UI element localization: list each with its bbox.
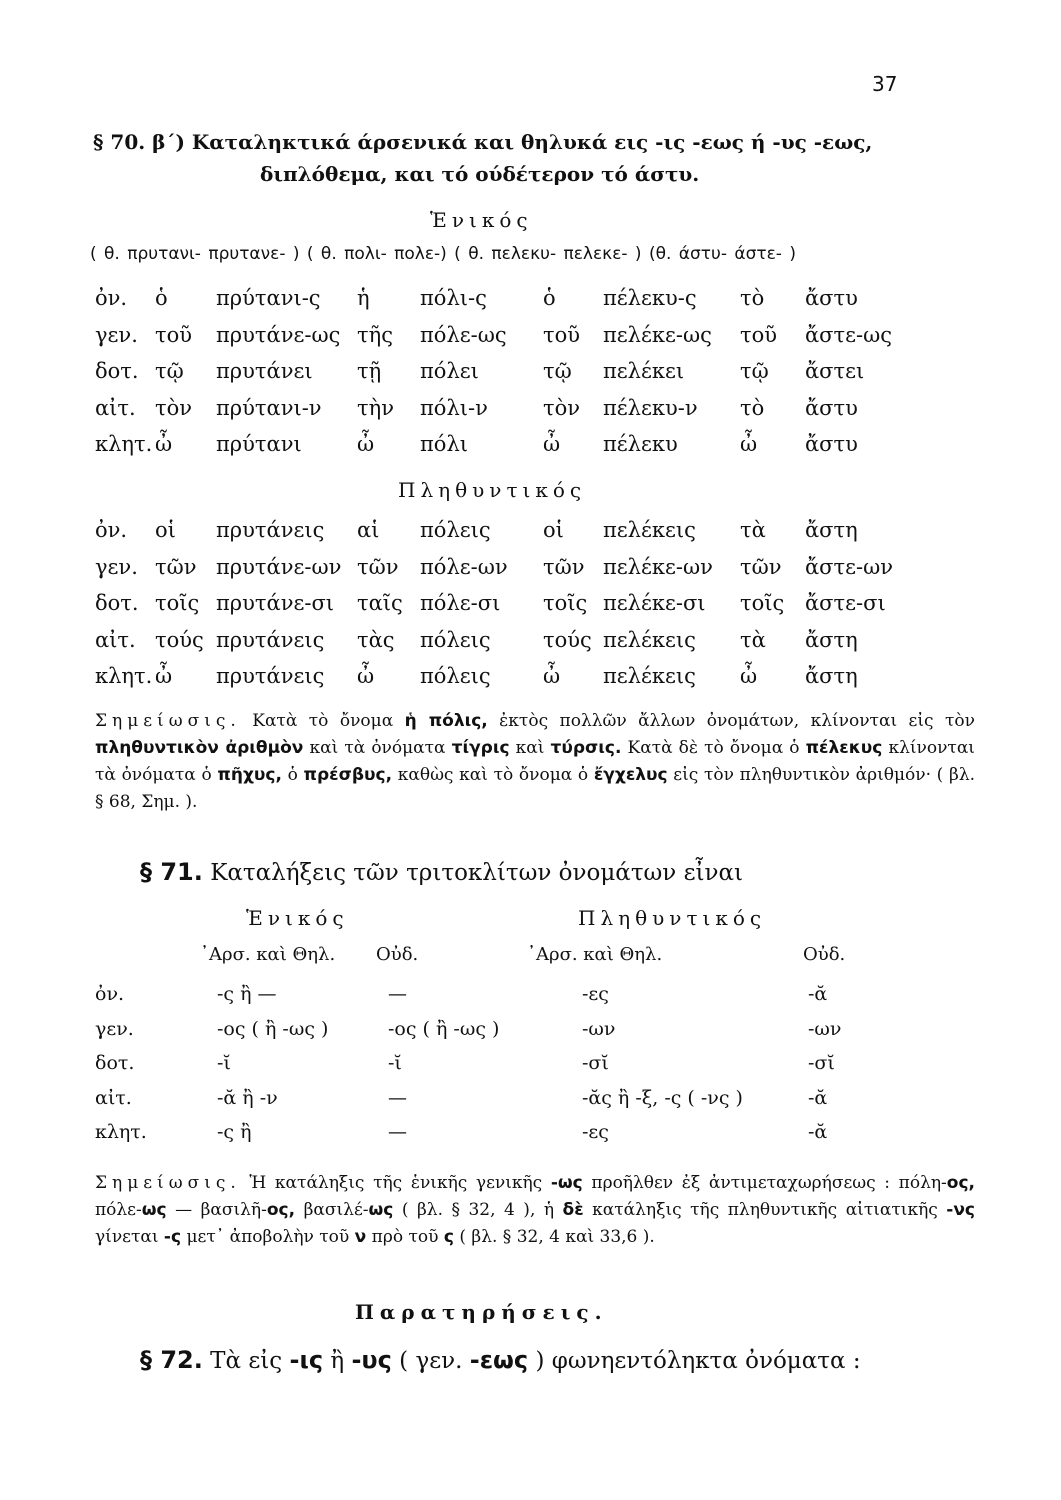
section-72-heading: § 72. Τὰ εἰς -ις ἢ -υς ( γεν. -εως ) φωνηεντόληκτα ὀνόματα : [140, 1346, 861, 1374]
singular-cell: ἄστε-ως [805, 322, 892, 347]
plural-cell: αἰτ. [95, 627, 136, 652]
plural-cell: τοῖς [155, 591, 200, 615]
singular-cell: πέλεκυ-ς [603, 286, 697, 310]
ending-cell: -ων [808, 1017, 842, 1040]
plural-cell: ἄστε-σι [805, 591, 886, 615]
section-70-heading: § 70. β΄) Καταληκτικά άρσενικά και θηλυκά εις -ις -εως ή -υς -εως, [93, 130, 873, 154]
plural-cell: ὦ [740, 664, 758, 688]
section-71-heading [140, 858, 743, 886]
plural-cell: πελέκεις [603, 518, 696, 542]
note-1: Σημείωσις. Κατὰ τὸ ὄνομα ἡ πόλις, ἐκτὸς πολλῶν ἄλλων ὀνομάτων, κλίνονται εἰς τὸν πληθυντικὸν ἀριθμὸν καὶ τὰ ὀνόματα τίγρις καὶ τύρσις. Κατὰ δὲ τὸ ὄνομα ὁ πέλεκυς κλίνονται τὰ ὀνόματα ὁ πῆχυς, ὁ πρέσβυς, καθὼς καὶ τὸ ὄνομα ὁ ἔγχελυς εἰς τὸν πληθυντικὸν ἀριθμόν· ( βλ. § 68, Σημ. ). [95, 711, 976, 812]
plural-cell: τῶν [740, 554, 782, 579]
note-label: Σημείωσις. [95, 711, 241, 731]
ending-cell: δοτ. [95, 1052, 135, 1074]
singular-cell: ἄστυ [805, 395, 858, 420]
plural-cell: τούς [155, 627, 204, 652]
singular-cell: τὸ [740, 395, 765, 420]
ending-cell: -ς ἢ [217, 1121, 252, 1143]
plural-cell: πρυτάνεις [216, 664, 325, 688]
plural-cell: τὰ [740, 627, 766, 652]
section-number: § 71. [140, 858, 203, 886]
singular-cell: πελέκε-ως [603, 322, 712, 347]
ending-cell: κλητ. [95, 1121, 147, 1143]
ending-cell: αἰτ. [95, 1086, 132, 1109]
singular-cell: πόλε-ως [420, 322, 507, 347]
singular-cell: ὁ [543, 286, 556, 310]
singular-cell: πόλι [420, 432, 468, 456]
singular-cell: ἡ [357, 286, 370, 310]
ending-cell: -ες [582, 983, 609, 1005]
singular-cell: πρύτανι-ς [216, 286, 321, 310]
singular-cell: τῇ [357, 359, 382, 383]
plural-cell: πρυτάνε-σι [216, 591, 335, 615]
plural-cell: πρυτάνεις [216, 518, 325, 542]
singular-cell: τοῦ [155, 322, 193, 347]
plural-cell: τῶν [357, 554, 399, 579]
plural-cell: πόλεις [420, 627, 491, 652]
plural-cell: κλητ. [95, 664, 153, 688]
plural-cell: αἱ [357, 518, 380, 542]
plural-cell: τῶν [543, 554, 585, 579]
plural-cell: τοῖς [543, 591, 588, 615]
ending-cell: -σῐ [582, 1052, 609, 1074]
plural-cell: ἄστη [805, 664, 858, 688]
section-title: Καταλήξεις τῶν τριτοκλίτων ὀνομάτων εἶναι [210, 860, 744, 886]
ending-cell: — [388, 1121, 407, 1143]
plural-cell: ἄστε-ων [805, 554, 893, 579]
plural-cell: ὦ [543, 664, 561, 688]
col-neut-plur: Οὐδ. [803, 944, 846, 965]
plural-cell: πελέκεις [603, 664, 696, 688]
singular-cell: ὦ [740, 432, 758, 456]
plural-cell: οἱ [543, 518, 564, 542]
singular-cell: πόλει [420, 359, 479, 383]
singular-cell: τοῦ [740, 322, 778, 347]
singular-cell: κλητ. [95, 432, 153, 456]
col-masc-fem-sing: ᾿Αρσ. καὶ Θηλ. [200, 944, 336, 965]
ending-cell: -ες [582, 1121, 609, 1143]
singular-cell: τὸν [543, 395, 581, 420]
section-70-subheading: διπλόθεμα, και τό ούδέτερον τό άστυ. [260, 162, 700, 186]
plural-cell: ἄστη [805, 518, 858, 542]
singular-cell: αἰτ. [95, 395, 136, 420]
ending-cell: -ᾰ [808, 983, 828, 1005]
note-label: Σημείωσις. [95, 1173, 241, 1193]
singular-cell: τῷ [543, 359, 572, 383]
endings-plural-heading: Πληθυντικός [578, 906, 767, 930]
singular-cell: ὁ [155, 286, 168, 310]
ending-cell: -ων [582, 1017, 616, 1040]
singular-cell: πέλεκυ [603, 432, 678, 456]
singular-cell: γεν. [95, 322, 138, 347]
stems-line: ( θ. πρυτανι- πρυτανε- ) ( θ. πολι- πολε-) ( θ. πελεκυ- πελεκε- ) (θ. άστυ- άστε- ) [90, 244, 796, 264]
section-number: § 72. [140, 1346, 203, 1374]
singular-cell: ὦ [357, 432, 375, 456]
ending-cell: — [388, 983, 407, 1005]
singular-cell: πελέκει [603, 359, 685, 383]
ending-cell: -ᾰ [808, 1086, 828, 1109]
plural-cell: πρυτάνε-ων [216, 554, 342, 579]
singular-cell: πρυτάνε-ως [216, 322, 341, 347]
col-neut-sing: Οὐδ. [376, 944, 419, 965]
singular-cell: πέλεκυ-ν [603, 395, 698, 420]
plural-cell: πόλε-ων [420, 554, 508, 579]
ending-cell: -ῐ [217, 1052, 231, 1074]
singular-cell: τῆς [357, 322, 393, 347]
singular-cell: πρύτανι-ν [216, 395, 322, 420]
singular-cell: τὴν [357, 395, 394, 420]
plural-cell: τὰ [740, 518, 766, 542]
ending-cell: -ᾰ [808, 1121, 828, 1143]
plural-cell: πρυτάνεις [216, 627, 325, 652]
plural-cell: πελέκε-ων [603, 554, 713, 579]
singular-cell: ἄστυ [805, 286, 858, 310]
ending-cell: -ος ( ἢ -ως ) [388, 1017, 500, 1040]
singular-heading: Ἑνικός [430, 208, 533, 232]
plural-cell: πόλε-σι [420, 591, 501, 615]
singular-cell: πόλι-ς [420, 286, 487, 310]
ending-cell: -ς ἢ — [217, 983, 277, 1005]
page-number: 37 [872, 72, 898, 96]
ending-cell: -ος ( ἢ -ως ) [217, 1017, 329, 1040]
singular-cell: ὀν. [95, 286, 128, 310]
plural-cell: πόλεις [420, 664, 491, 688]
singular-cell: τὸ [740, 286, 765, 310]
note-2: Σημείωσις. Ἡ κατάληξις τῆς ἑνικῆς γενικῆς -ως προῆλθεν ἐξ ἀντιμεταχωρήσεως : πόλη-ος, πόλε-ως — βασιλῆ-ος, βασιλέ-ως ( βλ. § 32, 4 ), ἡ δὲ κατάληξις τῆς πληθυντικῆς αἰτιατικῆς -νς γίνεται -ς μετ᾿ ἀποβολὴν τοῦ ν πρὸ τοῦ ς ( βλ. § 32, 4 καὶ 33,6 ). [95, 1173, 975, 1247]
singular-cell: πρύτανι [216, 432, 302, 456]
ending-cell: -ῐ [388, 1052, 402, 1074]
plural-heading: Πληθυντικός [398, 478, 587, 502]
ending-cell: -ᾰ ἢ -ν [217, 1086, 278, 1109]
plural-cell: ὦ [357, 664, 375, 688]
plural-cell: δοτ. [95, 591, 139, 615]
plural-cell: ὀν. [95, 518, 128, 542]
endings-singular-heading: Ἑνικός [246, 906, 349, 930]
observations-heading: Παρατηρήσεις. [355, 1300, 608, 1324]
ending-cell: — [388, 1086, 407, 1109]
ending-cell: -ᾰς ἢ -ξ, -ς ( -νς ) [582, 1086, 743, 1109]
plural-cell: πελέκε-σι [603, 591, 706, 615]
ending-cell: -σῐ [808, 1052, 835, 1074]
singular-cell: τοῦ [543, 322, 581, 347]
plural-cell: πόλεις [420, 518, 491, 542]
singular-cell: ὦ [155, 432, 173, 456]
plural-cell: ὦ [155, 664, 173, 688]
plural-cell: ταῖς [357, 591, 403, 615]
plural-cell: τοῖς [740, 591, 785, 615]
plural-cell: τῶν [155, 554, 197, 579]
plural-cell: πελέκεις [603, 627, 696, 652]
singular-cell: ἄστει [805, 359, 865, 383]
singular-cell: πρυτάνει [216, 359, 313, 383]
plural-cell: τούς [543, 627, 592, 652]
singular-cell: ὦ [543, 432, 561, 456]
plural-cell: τὰς [357, 627, 395, 652]
ending-cell: ὀν. [95, 983, 125, 1005]
ending-cell: γεν. [95, 1017, 134, 1040]
singular-cell: δοτ. [95, 359, 139, 383]
plural-cell: οἱ [155, 518, 176, 542]
col-masc-fem-plur: ᾿Αρσ. καὶ Θηλ. [527, 944, 663, 965]
singular-cell: τῷ [155, 359, 184, 383]
singular-cell: πόλι-ν [420, 395, 488, 420]
singular-cell: τὸν [155, 395, 193, 420]
singular-cell: ἄστυ [805, 432, 858, 456]
plural-cell: ἄστη [805, 627, 858, 652]
plural-cell: γεν. [95, 554, 138, 579]
singular-cell: τῷ [740, 359, 769, 383]
